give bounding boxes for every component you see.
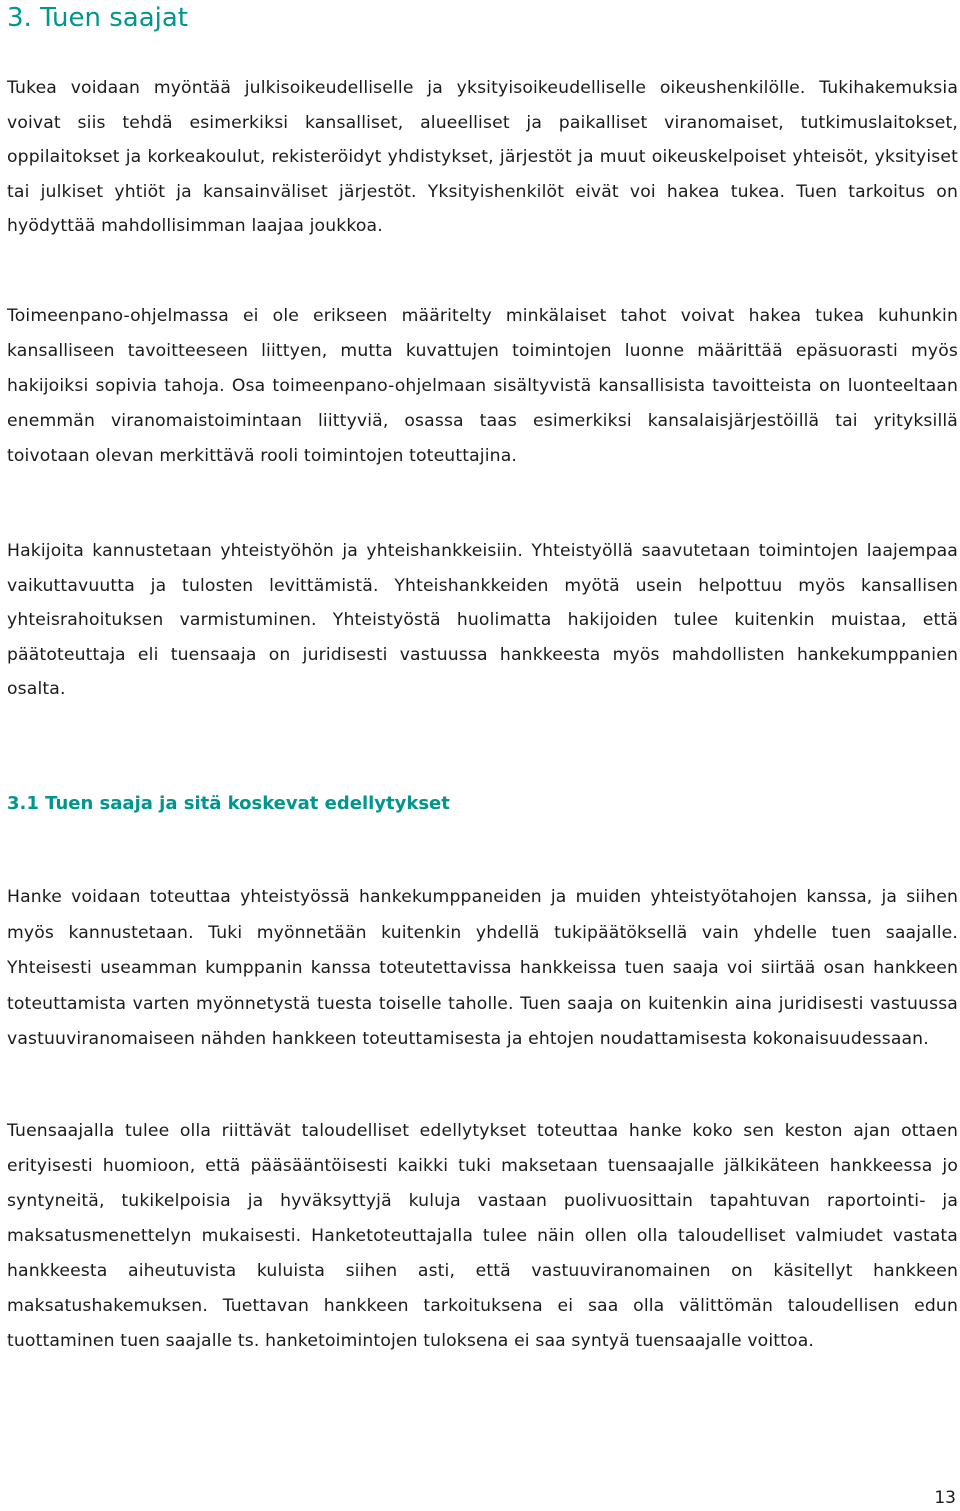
page-number: 13 — [934, 1488, 956, 1508]
paragraph-financial-requirements: Tuensaajalla tulee olla riittävät taloudelliset edellytykset toteuttaa hanke koko sen keston ajan ottaen erityisesti huomioon, että pääsääntöisesti kaikki tuki maksetaan tuensaajalle jälkikäteen hankkeessa jo syntyneitä, tukikelpoisia ja hyväksyttyjä kuluja vastaan puolivuosittain tapahtuvan raportointi- ja maksatusmenettelyn mukaisesti. Hanketoteuttajalla tulee näin ollen olla taloudelliset valmiudet vastata hankkeesta aiheutuvista kuluista siihen asti, että vastuuviranomainen on käsitellyt hankkeen maksatushakemuksen. Tuettavan hankkeen tarkoituksena ei saa olla välittömän taloudellisen edun tuottaminen tuen saajalle ts. hanketoimintojen tuloksena ei saa syntyä tuensaajalle voittoa. — [7, 1121, 958, 1351]
paragraph-cooperation: Hakijoita kannustetaan yhteistyöhön ja yhteishankkeisiin. Yhteistyöllä saavutetaan toimintojen laajempaa vaikuttavuutta ja tulosten levittämistä. Yhteishankkeiden myötä usein helpottuu myös kansallisen yhteisrahoituksen varmistuminen. Yhteistyöstä huolimatta hakijoiden tulee kuitenkin muistaa, että päätoteuttaja eli tuensaaja on juridisesti vastuussa hankkeesta myös mahdollisten hankekumppanien osalta. — [7, 541, 958, 699]
paragraph-eligible-applicants: Tukea voidaan myöntää julkisoikeudelliselle ja yksityisoikeudelliselle oikeushenkilölle. Tukihakemuksia voivat siis tehdä esimerkiksi kansalliset, alueelliset ja paikalliset viranomaiset, tutkimuslaitokset, oppilaitokset ja korkeakoulut, rekisteröidyt yhdistykset, järjestöt ja muut oikeuskelpoiset yhteisöt, yksityiset tai julkiset yhtiöt ja kansainväliset järjestöt. Yksityishenkilöt eivät voi hakea tukea. Tuen tarkoitus on hyödyttää mahdollisimman laajaa joukkoa. — [7, 78, 958, 236]
paragraph-partners: Hanke voidaan toteuttaa yhteistyössä hankekumppaneiden ja muiden yhteistyötahojen kanssa, ja siihen myös kannustetaan. Tuki myönnetään kuitenkin yhdellä tukipäätöksellä vain yhdelle tuen saajalle. Yhteisesti useamman kumppanin kanssa toteutettavissa hankkeissa tuen saaja voi siirtää osan hankkeen toteuttamista varten myönnetystä tuesta toiselle taholle. Tuen saaja on kuitenkin aina juridisesti vastuussa vastuuviranomaiseen nähden hankkeen toteuttamisesta ja ehtojen noudattamisesta kokonaisuudessaan. — [7, 887, 958, 1049]
section-title: 3. Tuen saajat — [7, 3, 188, 33]
subsection-title: 3.1 Tuen saaja ja sitä koskevat edellytykset — [7, 793, 450, 814]
paragraph-implementation-programme: Toimeenpano-ohjelmassa ei ole erikseen määritelty minkälaiset tahot voivat hakea tukea kuhunkin kansalliseen tavoitteeseen liittyen, mutta kuvattujen toimintojen luonne määrittää epäsuorasti myös hakijoiksi sopivia tahoja. Osa toimeenpano-ohjelmaan sisältyvistä kansallisista tavoitteista on luonteeltaan enemmän viranomaistoimintaan liittyviä, osassa taas esimerkiksi kansalaisjärjestöillä tai yrityksillä toivotaan olevan merkittävä rooli toimintojen toteuttajina. — [7, 306, 958, 466]
